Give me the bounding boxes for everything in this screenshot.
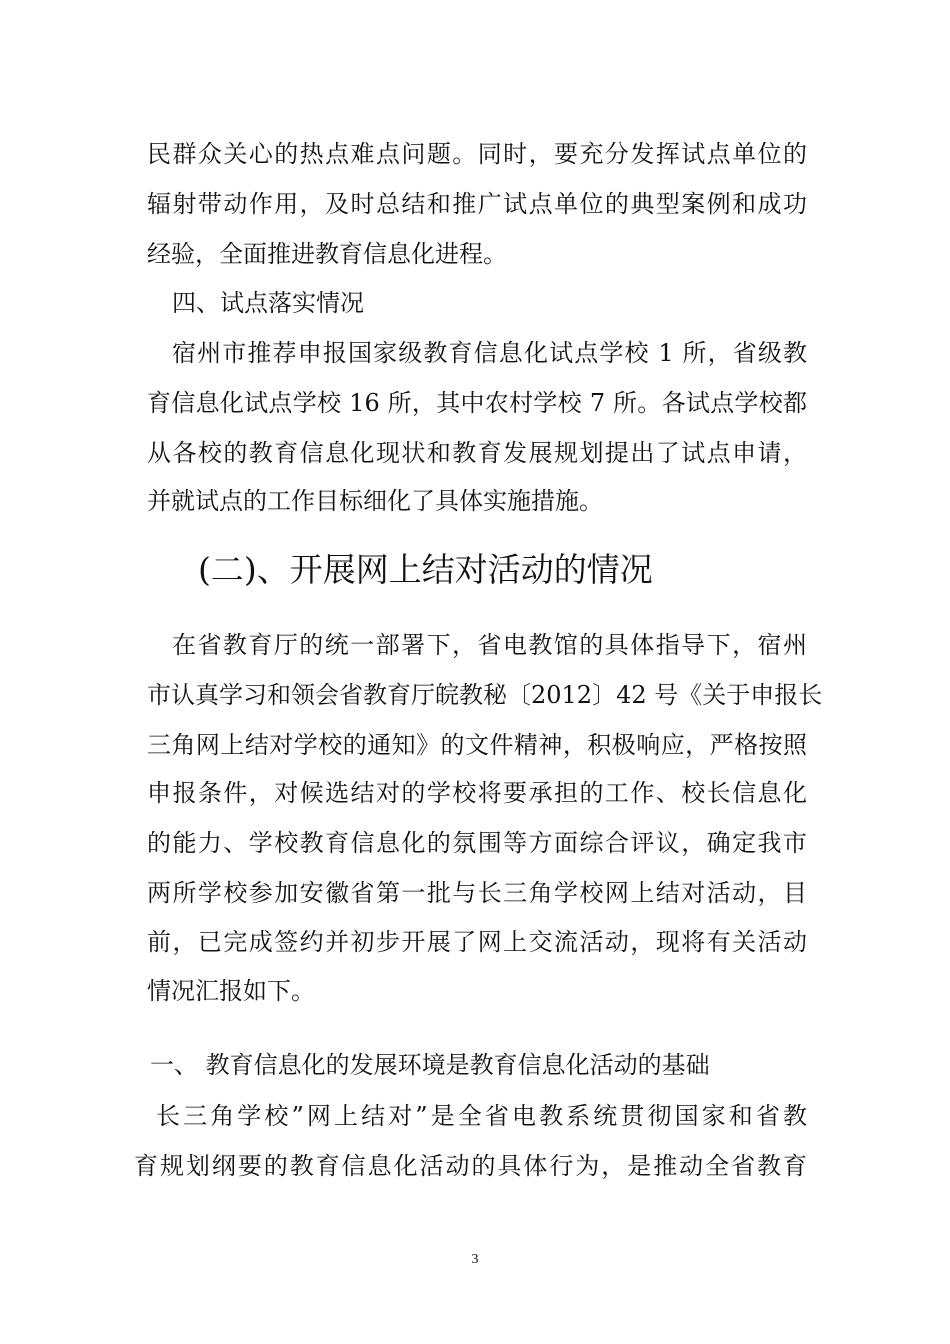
paragraph-line: 两所学校参加安徽省第一批与长三角学校网上结对活动，目 (147, 879, 807, 907)
section-title-4: 四、试点落实情况 (172, 289, 364, 317)
paragraph-line: 经验，全面推进教育信息化进程。 (147, 240, 507, 268)
paragraph-line: 育规划纲要的教育信息化活动的具体行为，是推动全省教育 (134, 1152, 807, 1180)
page-number: 3 (471, 1252, 479, 1267)
paragraph-line: 民群众关心的热点难点问题。同时，要充分发挥试点单位的 (147, 140, 807, 168)
paragraph-line: 长三角学校”网上结对”是全省电教系统贯彻国家和省教 (156, 1102, 807, 1130)
paragraph-line: 前，已完成签约并初步开展了网上交流活动，现将有关活动 (147, 928, 807, 956)
paragraph-line: 宿州市推荐申报国家级教育信息化试点学校 1 所，省级教 (172, 339, 807, 367)
paragraph-line: 的能力、学校教育信息化的氛围等方面综合评议，确定我市 (147, 829, 807, 857)
paragraph-line: 从各校的教育信息化现状和教育发展规划提出了试点申请， (147, 439, 807, 467)
section-title-1: 一、 教育信息化的发展环境是教育信息化活动的基础 (150, 1051, 710, 1079)
paragraph-line: 情况汇报如下。 (147, 977, 315, 1005)
section-heading: (二)、开展网上结对活动的情况 (198, 550, 653, 589)
paragraph-line: 三角网上结对学校的通知》的文件精神，积极响应，严格按照 (147, 731, 807, 759)
paragraph-line: 辐射带动作用，及时总结和推广试点单位的典型案例和成功 (147, 190, 807, 218)
paragraph-line: 申报条件，对候选结对的学校将要承担的工作、校长信息化 (147, 779, 807, 807)
paragraph-line: 育信息化试点学校 16 所，其中农村学校 7 所。各试点学校都 (147, 389, 807, 417)
paragraph-line: 市认真学习和领会省教育厅皖教秘〔2012〕42 号《关于申报长 (147, 681, 823, 709)
paragraph-line: 并就试点的工作目标细化了具体实施措施。 (147, 487, 603, 515)
paragraph-line: 在省教育厅的统一部署下，省电教馆的具体指导下，宿州 (172, 631, 807, 659)
